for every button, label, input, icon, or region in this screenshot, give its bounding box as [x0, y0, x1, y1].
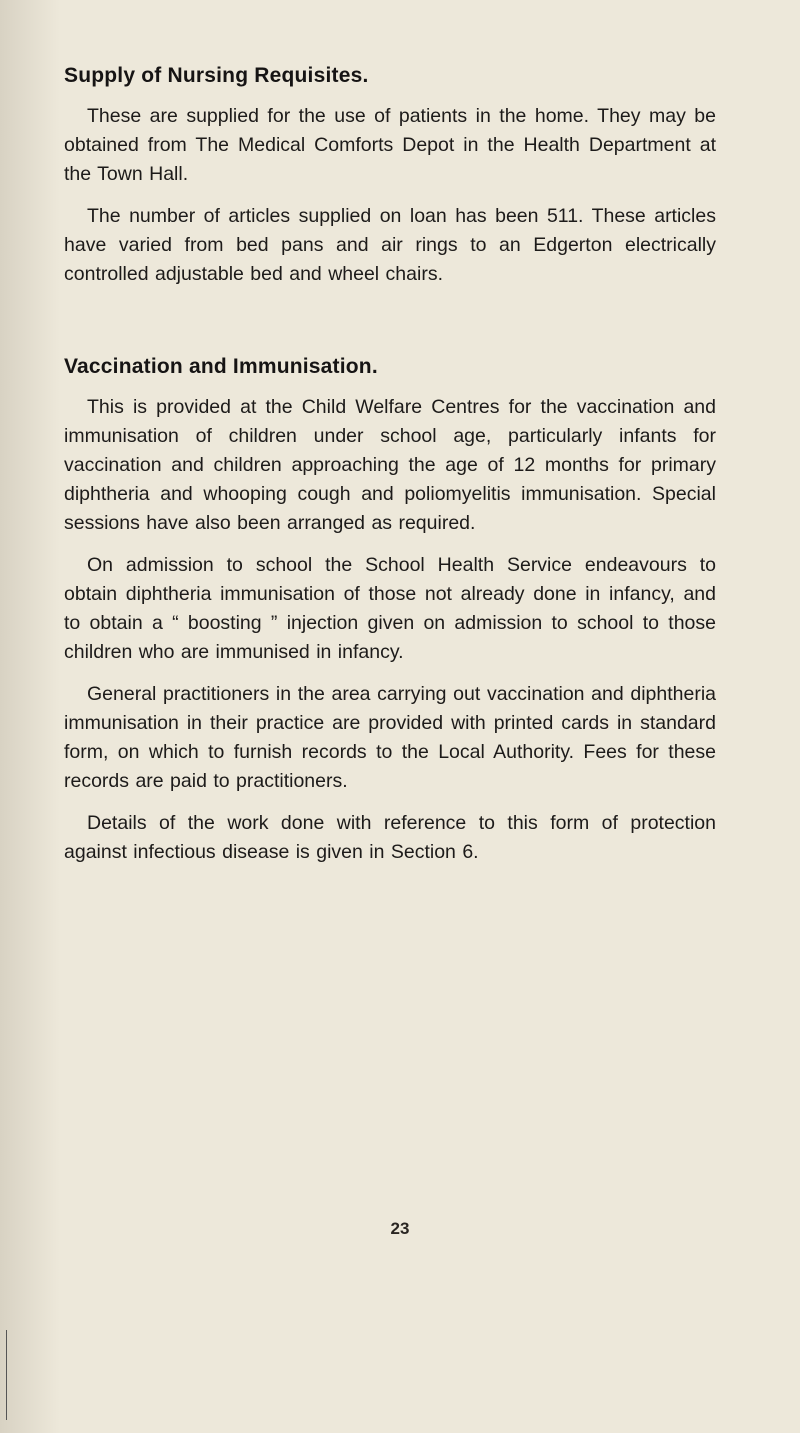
section-heading: Vaccination and Immunisation. — [64, 355, 378, 378]
paragraph: Details of the work done with reference to this form of protection against infectious disease is given in Section 6. — [64, 812, 716, 863]
paragraph: General practitioners in the area carrying out vaccination and diphtheria immunisation in their practice are provided with printed cards in standard form, on which to furnish records to the Local Authority. Fees for these records are paid to practitioners. — [64, 683, 716, 792]
page-number: 23 — [390, 1219, 410, 1238]
paragraph: The number of articles supplied on loan has been 511. These articles have varied from bed pans and air rings to an Edgerton electrically controlled adjustable bed and wheel chairs. — [64, 205, 716, 285]
section-vaccination-immunisation — [64, 353, 716, 867]
page-edge-line — [6, 1330, 7, 1420]
paragraph: On admission to school the School Health Service endeavours to obtain diphtheria immunisation of those not already done in infancy, and to obtain a “ boosting ” injection given on admission to school to those children who are immunised in infancy. — [64, 554, 716, 663]
section-heading: Supply of Nursing Requisites. — [64, 64, 369, 87]
paragraph: These are supplied for the use of patients in the home. They may be obtained from The Medical Comforts Depot in the Health Department at the Town Hall. — [64, 105, 716, 185]
document-body — [64, 62, 716, 880]
paragraph: This is provided at the Child Welfare Centres for the vaccination and immunisation of children under school age, particularly infants for vaccination and children approaching the age of 12 months for primary diphtheria and whooping cough and poliomyelitis immunisation. Special sessions have also been arranged as required. — [64, 396, 716, 534]
section-nursing-requisites — [64, 62, 716, 289]
